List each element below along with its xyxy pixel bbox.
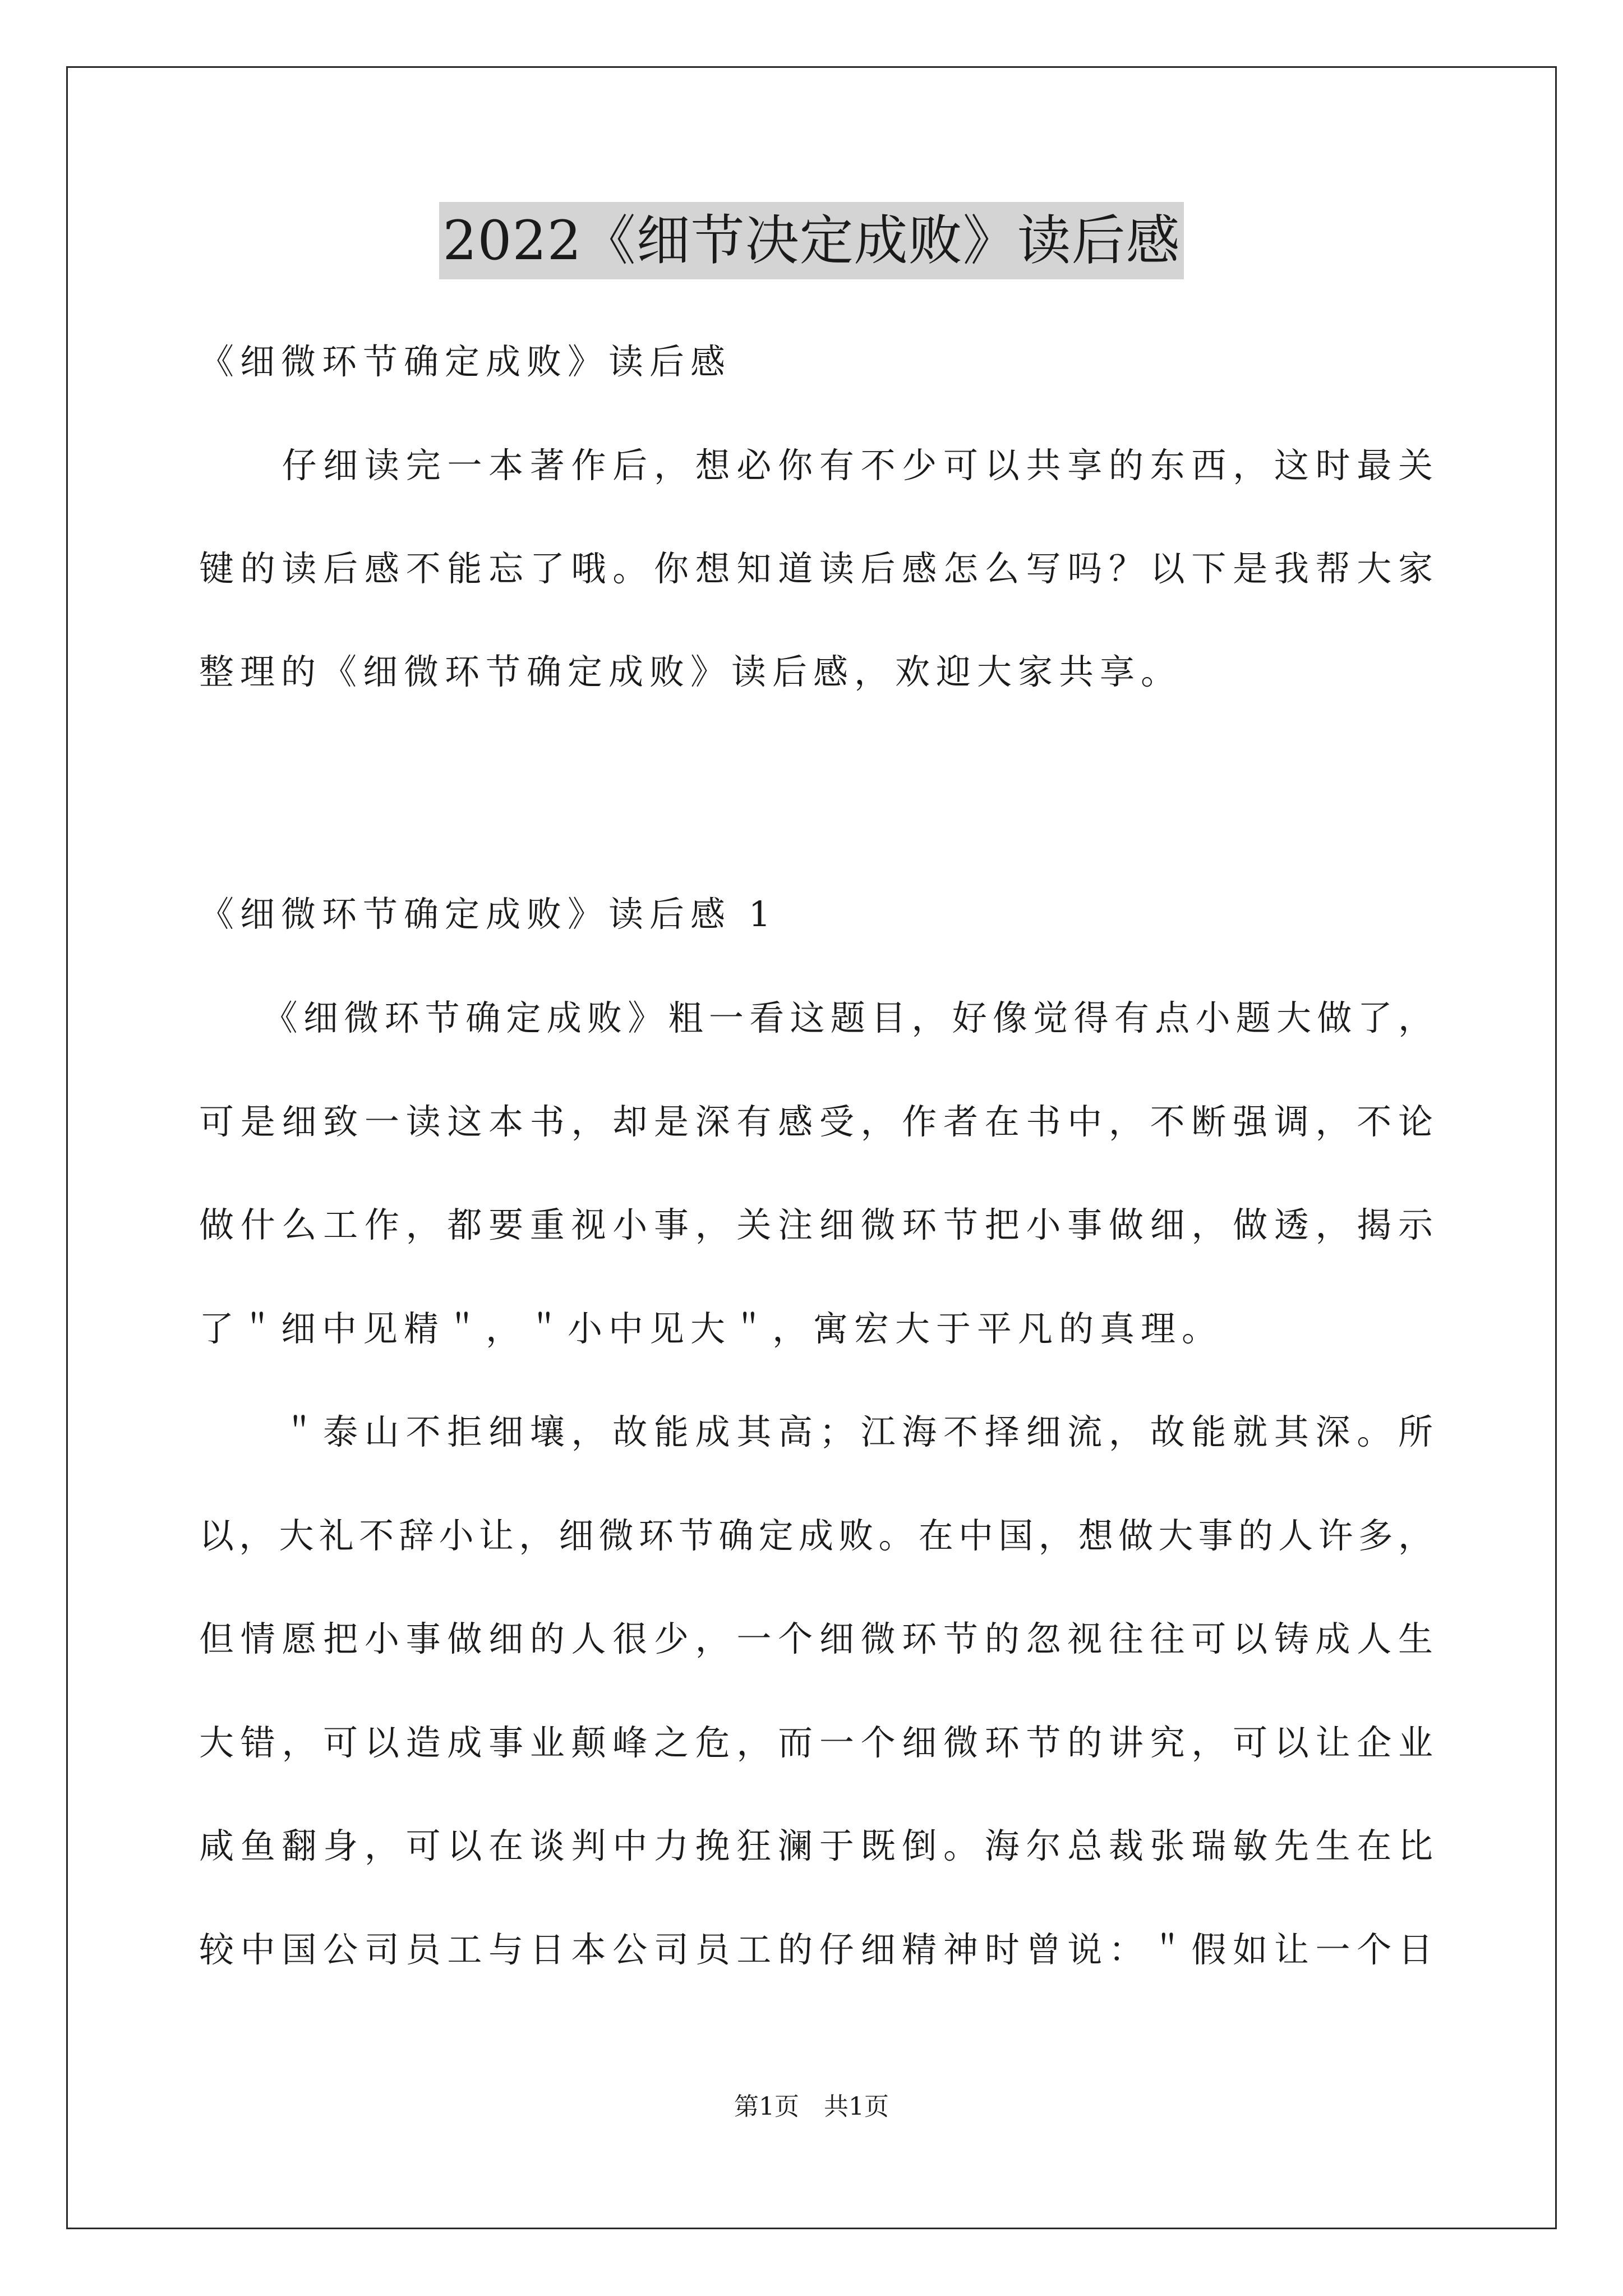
body-line: 以，大礼不辞小让，细微环节确定成败。在中国，想做大事的人许多， [199, 1515, 1433, 1556]
section-heading: 《细微环节确定成败》读后感 [199, 341, 732, 382]
body-line: 可是细致一读这本书，却是深有感受，作者在书中，不断强调，不论 [199, 1101, 1433, 1142]
document-title: 2022《细节决定成败》读后感 [439, 202, 1183, 279]
body-line: 较中国公司员工与日本公司员工的仔细精神时曾说：＂假如让一个日 [199, 1929, 1433, 1970]
body-line: 了＂细中见精＂，＂小中见大＂，寓宏大于平凡的真理。 [199, 1308, 1223, 1349]
body-line: 仔细读完一本著作后，想必你有不少可以共享的东西，这时最关 [199, 445, 1433, 486]
body-line: 大错，可以造成事业颠峰之危，而一个细微环节的讲究，可以让企业 [199, 1722, 1433, 1763]
body-line: 整理的《细微环节确定成败》读后感，欢迎大家共享。 [199, 651, 1182, 692]
page-border [66, 66, 1557, 2229]
body-line: ＂泰山不拒细壤，故能成其高；江海不择细流，故能就其深。所 [199, 1411, 1433, 1452]
page-number: 第1页 共1页 [734, 2092, 889, 2121]
section-heading: 《细微环节确定成败》读后感 1 [199, 894, 777, 935]
title-container [0, 202, 1623, 279]
body-line: 咸鱼翻身，可以在谈判中力挽狂澜于既倒。海尔总裁张瑞敏先生在比 [199, 1825, 1433, 1866]
body-line: 但情愿把小事做细的人很少，一个细微环节的忽视往往可以铸成人生 [199, 1618, 1433, 1659]
body-line: 做什么工作，都要重视小事，关注细微环节把小事做细，做透，揭示 [199, 1204, 1433, 1245]
body-line: 键的读后感不能忘了哦。你想知道读后感怎么写吗？以下是我帮大家 [199, 548, 1433, 589]
body-line: 《细微环节确定成败》粗一看这题目，好像觉得有点小题大做了， [199, 997, 1433, 1038]
